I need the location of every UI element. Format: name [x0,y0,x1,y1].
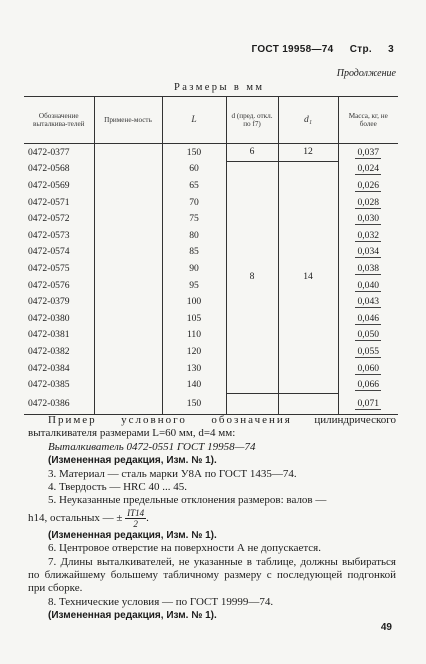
cell-code: 0472-0381 [28,329,70,341]
cell-code: 0472-0573 [28,229,70,241]
cell-usage [94,261,162,278]
cell-usage [94,144,162,162]
cell-code: 0472-0380 [28,312,70,324]
cell-L: 95 [162,277,226,294]
table-row [24,144,398,162]
table-row [24,244,398,261]
col-header-code: Обозначение выталкива-телей [24,97,94,144]
cell-usage [94,178,162,195]
page-index: 3 [388,44,394,55]
table-row [24,227,398,244]
page-label: Стр. [349,44,372,55]
cell-mass [338,310,398,327]
cell-code: 0472-0382 [28,345,70,357]
table-row [24,178,398,195]
mass-value: 0,050 [357,329,380,341]
table-row [24,277,398,294]
mass-value: 0,037 [357,146,380,158]
cell-mass [338,227,398,244]
item-5: 5. Неуказанные предельные отклонения размеров: валов — [48,494,327,507]
cell-mass [338,377,398,394]
cell-usage [94,211,162,228]
edit-note-2: (Измененная редакция, Изм. № 1). [48,529,217,541]
cell-L: 140 [162,377,226,394]
cell-mass [338,327,398,344]
mass-value: 0,046 [357,312,380,324]
cell-usage [94,161,162,178]
table-row [24,261,398,278]
cell-usage [94,244,162,261]
cell-d1: 12 [278,144,338,162]
cell-code: 0472-0568 [28,163,70,175]
dimensions-table [24,96,398,415]
example-line1 [28,414,396,427]
item-6: 6. Центровое отверстие на поверхности А не допускается. [48,542,321,555]
item-5-tail: h14, остальных — ± [28,511,123,524]
cell-usage [94,194,162,211]
cell-mass [338,161,398,178]
cell-L: 150 [162,144,226,162]
col-header-usage: Примене-мость [94,97,162,144]
cell-L: 60 [162,161,226,178]
edit-note-3: (Измененная редакция, Изм. № 1). [48,610,217,622]
item-8: 8. Технические условия — по ГОСТ 19999—74. [48,595,274,608]
cell-L: 120 [162,344,226,361]
mass-value: 0,024 [357,163,380,175]
cell-code: 0472-0385 [28,379,70,391]
mass-value: 0,055 [357,345,380,357]
item-4: 4. Твердость — HRC 40 ... 45. [48,481,187,494]
mass-value: 0,071 [357,397,380,409]
cell-mass [338,261,398,278]
table-row [24,393,398,414]
cell-L: 100 [162,294,226,311]
cell-mass [338,194,398,211]
cell-usage [94,360,162,377]
col-header-d: d (пред. откл. по f7) [226,97,278,144]
standard-code: ГОСТ 19958—74 [251,44,334,55]
mass-value: 0,030 [357,213,380,225]
cell-code: 0472-0569 [28,179,70,191]
col-header-L: L [162,97,226,144]
cell-L: 105 [162,310,226,327]
cell-L: 90 [162,261,226,278]
example-heading-tail: цилиндрического [314,414,396,426]
cell-L: 130 [162,360,226,377]
mass-value: 0,026 [357,179,380,191]
cell-code: 0472-0377 [28,146,70,158]
cell-L: 110 [162,327,226,344]
cell-usage [94,227,162,244]
col-header-mass: Масса, кг, не более [338,97,398,144]
mass-value: 0,066 [357,379,380,391]
example-line2: выталкивателя размерами L=60 мм, d=4 мм: [28,427,236,440]
col-header-d1: d₁ [278,97,338,144]
cell-mass [338,178,398,195]
cell-code: 0472-0379 [28,296,70,308]
mass-value: 0,034 [357,246,380,258]
mass-value: 0,043 [357,296,380,308]
mass-value: 0,040 [357,279,380,291]
cell-L: 70 [162,194,226,211]
cell-code: 0472-0575 [28,262,70,274]
cell-d: 6 [226,144,278,162]
cell-mass [338,294,398,311]
cell-usage [94,344,162,361]
cell-d [226,393,278,414]
table-row [24,377,398,394]
cell-L: 85 [162,244,226,261]
cell-usage [94,277,162,294]
cell-d: 8 [226,161,278,393]
cell-mass [338,360,398,377]
cell-d1: 14 [278,161,338,393]
cell-mass [338,393,398,414]
cell-L: 150 [162,393,226,414]
cell-d1 [278,393,338,414]
cell-usage [94,327,162,344]
table-row [24,294,398,311]
cell-L: 80 [162,227,226,244]
cell-code: 0472-0386 [24,393,94,414]
mass-value: 0,060 [357,362,380,374]
table-header-row [24,97,398,144]
item-7: 7. Длины выталкивателей, не указанные в таблице, должны выбираться по ближайшему большему табличному размеру с последующей подгонкой при сборке. [28,555,396,595]
continued-label: Продолжение [336,68,396,79]
mass-value: 0,032 [357,229,380,241]
cell-L: 75 [162,211,226,228]
item-3: 3. Материал — сталь марки У8А по ГОСТ 1435—74. [48,467,297,480]
sizes-caption: Размеры в мм [174,82,265,93]
fraction-numerator: IT14 [127,507,145,518]
item-5-end: . [146,511,149,524]
cell-usage [94,294,162,311]
cell-mass [338,211,398,228]
example-designation: Выталкиватель 0472-0551 ГОСТ 19958—74 [48,440,256,453]
cell-usage [94,393,162,414]
mass-value: 0,038 [357,262,380,274]
cell-code: 0472-0571 [28,196,70,208]
table-row [24,194,398,211]
cell-mass [338,277,398,294]
item-5-tolerance [28,508,396,529]
mass-value: 0,028 [357,196,380,208]
cell-mass [338,144,398,162]
cell-usage [94,310,162,327]
cell-mass [338,244,398,261]
tolerance-fraction [125,508,146,529]
cell-usage [94,377,162,394]
table-row [24,327,398,344]
table-row [24,360,398,377]
table-row [24,344,398,361]
edit-note-1: (Измененная редакция, Изм. № 1). [48,455,217,467]
fraction-denominator: 2 [133,518,138,529]
cell-L: 65 [162,178,226,195]
cell-code: 0472-0572 [28,213,70,225]
table-row [24,161,398,178]
cell-mass [338,344,398,361]
table-row [24,310,398,327]
cell-code: 0472-0574 [28,246,70,258]
body-text [28,414,396,623]
cell-code: 0472-0576 [28,279,70,291]
page-header [252,44,394,55]
table-row [24,211,398,228]
page-number: 49 [380,622,392,633]
example-heading: Пример условного обозначения [48,414,292,426]
cell-code: 0472-0384 [28,362,70,374]
